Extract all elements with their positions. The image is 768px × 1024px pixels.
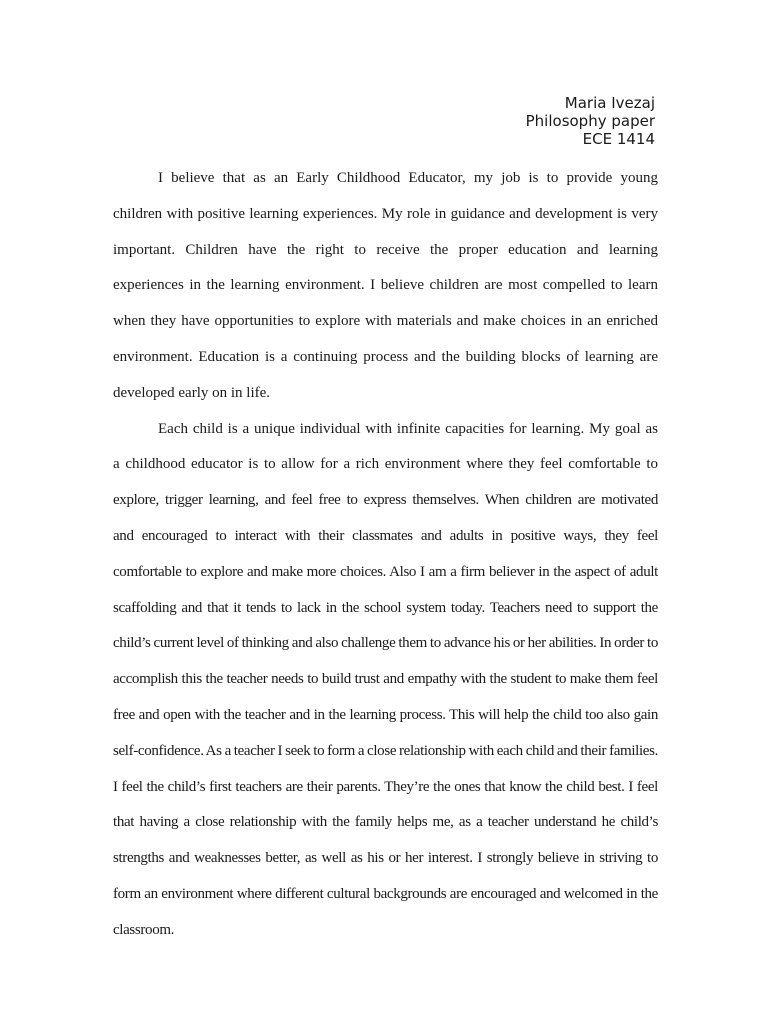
text-line: child’s current level of thinking and also challenge them to advance his or her abilities. In order to (113, 635, 658, 652)
text-line: when they have opportunities to explore with materials and make choices in an enriched (113, 313, 658, 330)
text-line: important. Children have the right to receive the proper education and learning (113, 241, 658, 258)
document-header (526, 94, 655, 148)
text-line: I believe that as an Early Childhood Educator, my job is to provide young (158, 170, 658, 186)
text-line: environment. Education is a continuing process and the building blocks of learning are (113, 348, 658, 365)
text-line: experiences in the learning environment. I believe children are most compelled to learn (113, 277, 658, 294)
text-line: classroom. (113, 921, 175, 938)
text-line: and encouraged to interact with their classmates and adults in positive ways, they feel (113, 527, 658, 544)
paragraph-2 (113, 412, 658, 949)
text-line: Each child is a unique individual with infinite capacities for learning. My goal as (158, 420, 658, 437)
text-line: explore, trigger learning, and feel free to express themselves. When children are motivated (113, 492, 658, 509)
course-code: ECE 1414 (582, 130, 655, 148)
paper-type: Philosophy paper (525, 112, 655, 130)
text-line: that having a close relationship with the family helps me, as a teacher understand he child’s (113, 814, 658, 831)
text-line: strengths and weaknesses better, as well as his or her interest. I strongly believe in striving to (113, 850, 658, 867)
text-line: a childhood educator is to allow for a rich environment where they feel comfortable to (113, 456, 658, 473)
text-line: developed early on in life. (113, 384, 271, 401)
text-line: accomplish this the teacher needs to build trust and empathy with the student to make them feel (113, 671, 658, 688)
paragraph-1 (113, 161, 658, 412)
text-line: form an environment where different cultural backgrounds are encouraged and welcomed in the (113, 885, 658, 902)
text-line: I feel the child’s first teachers are their parents. They’re the ones that know the child best. I feel (113, 778, 658, 795)
text-line: comfortable to explore and make more choices. Also I am a firm believer in the aspect of adult (113, 563, 658, 580)
document-body (113, 161, 658, 949)
text-line: self-confidence. As a teacher I seek to form a close relationship with each child and their families. (113, 742, 658, 759)
text-line: scaffolding and that it tends to lack in the school system today. Teachers need to support the (113, 599, 658, 616)
text-line: free and open with the teacher and in the learning process. This will help the child too also gain (113, 706, 658, 723)
author-name: Maria Ivezaj (564, 94, 655, 112)
text-line: children with positive learning experiences. My role in guidance and development is very (113, 205, 658, 222)
